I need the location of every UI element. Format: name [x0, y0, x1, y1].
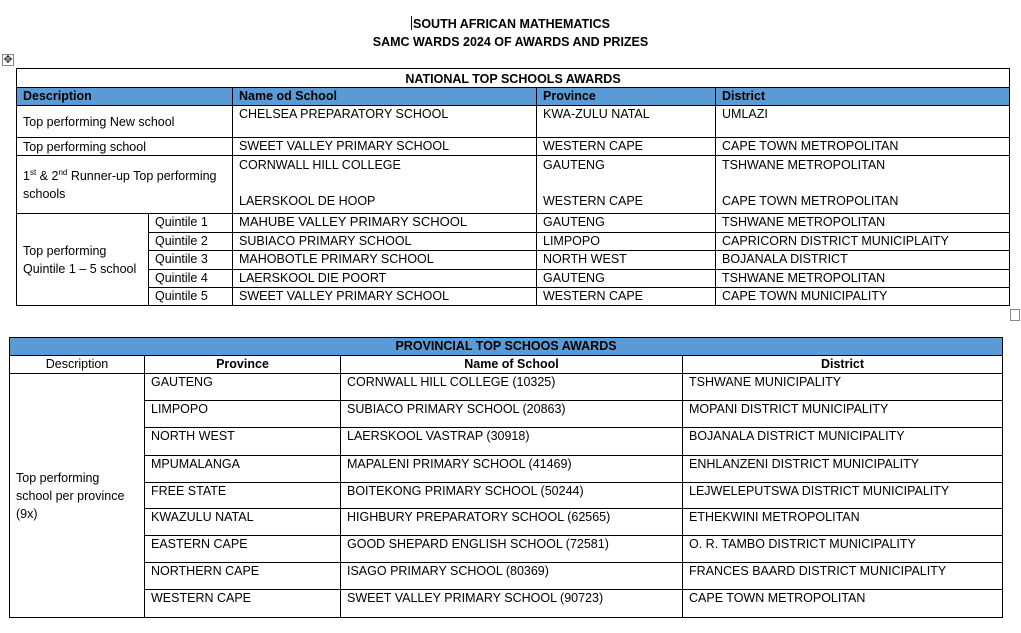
school-name: CORNWALL HILL COLLEGE (10325)	[341, 374, 683, 401]
province: FREE STATE	[145, 483, 341, 509]
district: UMLAZI	[716, 106, 1010, 138]
school-name: HIGHBURY PREPARATORY SCHOOL (62565)	[341, 509, 683, 536]
province: NORTHERN CAPE	[145, 563, 341, 590]
table-row	[10, 509, 1003, 536]
district: CAPE TOWN METROPOLITAN	[722, 194, 899, 208]
district: TSHWANE METROPOLITAN	[716, 270, 1010, 288]
national-header-province: Province	[537, 88, 716, 106]
province: LIMPOPO	[145, 401, 341, 428]
school-name: CHELSEA PREPARATORY SCHOOL	[233, 106, 537, 138]
district: O. R. TAMBO DISTRICT MUNICIPALITY	[683, 536, 1003, 563]
school-name: SUBIACO PRIMARY SCHOOL	[233, 233, 537, 251]
province: MPUMALANGA	[145, 456, 341, 483]
quintile-description: Top performing Quintile 1 – 5 school	[17, 214, 149, 306]
province: NORTH WEST	[537, 251, 716, 270]
national-header-school: Name od School	[233, 88, 537, 106]
text-cursor	[411, 16, 412, 30]
national-header-description: Description	[17, 88, 233, 106]
table-row	[10, 590, 1003, 618]
province: EASTERN CAPE	[145, 536, 341, 563]
table-resize-handle[interactable]	[1010, 309, 1020, 321]
school-name: LAERSKOOL VASTRAP (30918)	[341, 428, 683, 456]
table-move-handle-icon[interactable]: ✥	[3, 54, 13, 66]
school-name: MAHOBOTLE PRIMARY SCHOOL	[233, 251, 537, 270]
table-row	[17, 156, 1010, 214]
table-row	[10, 428, 1003, 456]
province: GAUTENG	[543, 158, 605, 172]
provincial-header-description: Description	[10, 356, 145, 374]
provincial-header-province: Province	[145, 356, 341, 374]
district: ETHEKWINI METROPOLITAN	[683, 509, 1003, 536]
row-description: Top performing New school	[17, 106, 233, 138]
provincial-description: Top performing school per province (9x)	[10, 374, 145, 618]
quintile-label: Quintile 4	[149, 270, 233, 288]
district: CAPRICORN DISTRICT MUNICIPLAITY	[716, 233, 1010, 251]
province: GAUTENG	[537, 214, 716, 233]
district: CAPE TOWN MUNICIPALITY	[716, 288, 1010, 306]
district: BOJANALA DISTRICT	[716, 251, 1010, 270]
row-description: Top performing school	[17, 138, 233, 156]
district: TSHWANE METROPOLITAN	[722, 158, 886, 172]
school-name: MAPALENI PRIMARY SCHOOL (41469)	[341, 456, 683, 483]
table-row	[10, 401, 1003, 428]
quintile-label: Quintile 3	[149, 251, 233, 270]
province: KWA-ZULU NATAL	[537, 106, 716, 138]
table-row	[17, 270, 1010, 288]
province: WESTERN CAPE	[543, 194, 644, 208]
district: TSHWANE METROPOLITAN	[716, 214, 1010, 233]
table-row	[17, 288, 1010, 306]
school-name: LAERSKOOL DIE POORT	[233, 270, 537, 288]
table-row	[17, 251, 1010, 270]
national-table-title: NATIONAL TOP SCHOOLS AWARDS	[17, 69, 1010, 88]
school-name: MAHUBE VALLEY PRIMARY SCHOOL	[233, 214, 537, 233]
provincial-table-title: PROVINCIAL TOP SCHOOS AWARDS	[10, 338, 1003, 356]
school-name: SWEET VALLEY PRIMARY SCHOOL (90723)	[341, 590, 683, 618]
school-name: SUBIACO PRIMARY SCHOOL (20863)	[341, 401, 683, 428]
table-row	[17, 214, 1010, 233]
document-title-line2: SAMC WARDS 2024 OF AWARDS AND PRIZES	[372, 35, 649, 49]
row-description: 1st & 2nd Runner-up Top performing schools	[17, 156, 233, 214]
school-name: SWEET VALLEY PRIMARY SCHOOL	[233, 138, 537, 156]
district: CAPE TOWN METROPOLITAN	[716, 138, 1010, 156]
district: TSHWANE MUNICIPALITY	[683, 374, 1003, 401]
school-name: GOOD SHEPARD ENGLISH SCHOOL (72581)	[341, 536, 683, 563]
district: LEJWELEPUTSWA DISTRICT MUNICIPALITY	[683, 483, 1003, 509]
district: ENHLANZENI DISTRICT MUNICIPALITY	[683, 456, 1003, 483]
province: WESTERN CAPE	[145, 590, 341, 618]
province: LIMPOPO	[537, 233, 716, 251]
school-name: CORNWALL HILL COLLEGE	[239, 158, 401, 172]
quintile-label: Quintile 2	[149, 233, 233, 251]
school-name: LAERSKOOL DE HOOP	[239, 194, 376, 208]
school-name: SWEET VALLEY PRIMARY SCHOOL	[233, 288, 537, 306]
table-row	[10, 456, 1003, 483]
document-title-line1: SOUTH AFRICAN MATHEMATICS	[413, 17, 610, 31]
table-row	[10, 374, 1003, 401]
table-row	[10, 483, 1003, 509]
school-name: ISAGO PRIMARY SCHOOL (80369)	[341, 563, 683, 590]
district: MOPANI DISTRICT MUNICIPALITY	[683, 401, 1003, 428]
district: CAPE TOWN METROPOLITAN	[683, 590, 1003, 618]
quintile-label: Quintile 1	[149, 214, 233, 233]
provincial-header-district: District	[683, 356, 1003, 374]
provincial-awards-table	[9, 337, 1003, 618]
province: WESTERN CAPE	[537, 138, 716, 156]
province: NORTH WEST	[145, 428, 341, 456]
table-row	[17, 138, 1010, 156]
district: FRANCES BAARD DISTRICT MUNICIPALITY	[683, 563, 1003, 590]
province: GAUTENG	[537, 270, 716, 288]
province: WESTERN CAPE	[537, 288, 716, 306]
quintile-label: Quintile 5	[149, 288, 233, 306]
table-row	[17, 233, 1010, 251]
district: BOJANALA DISTRICT MUNICIPALITY	[683, 428, 1003, 456]
province: GAUTENG	[145, 374, 341, 401]
provincial-header-school: Name of School	[341, 356, 683, 374]
school-name: BOITEKONG PRIMARY SCHOOL (50244)	[341, 483, 683, 509]
table-row	[10, 536, 1003, 563]
national-header-district: District	[716, 88, 1010, 106]
province: KWAZULU NATAL	[145, 509, 341, 536]
table-row	[10, 563, 1003, 590]
table-row	[17, 106, 1010, 138]
national-awards-table	[16, 68, 1010, 306]
